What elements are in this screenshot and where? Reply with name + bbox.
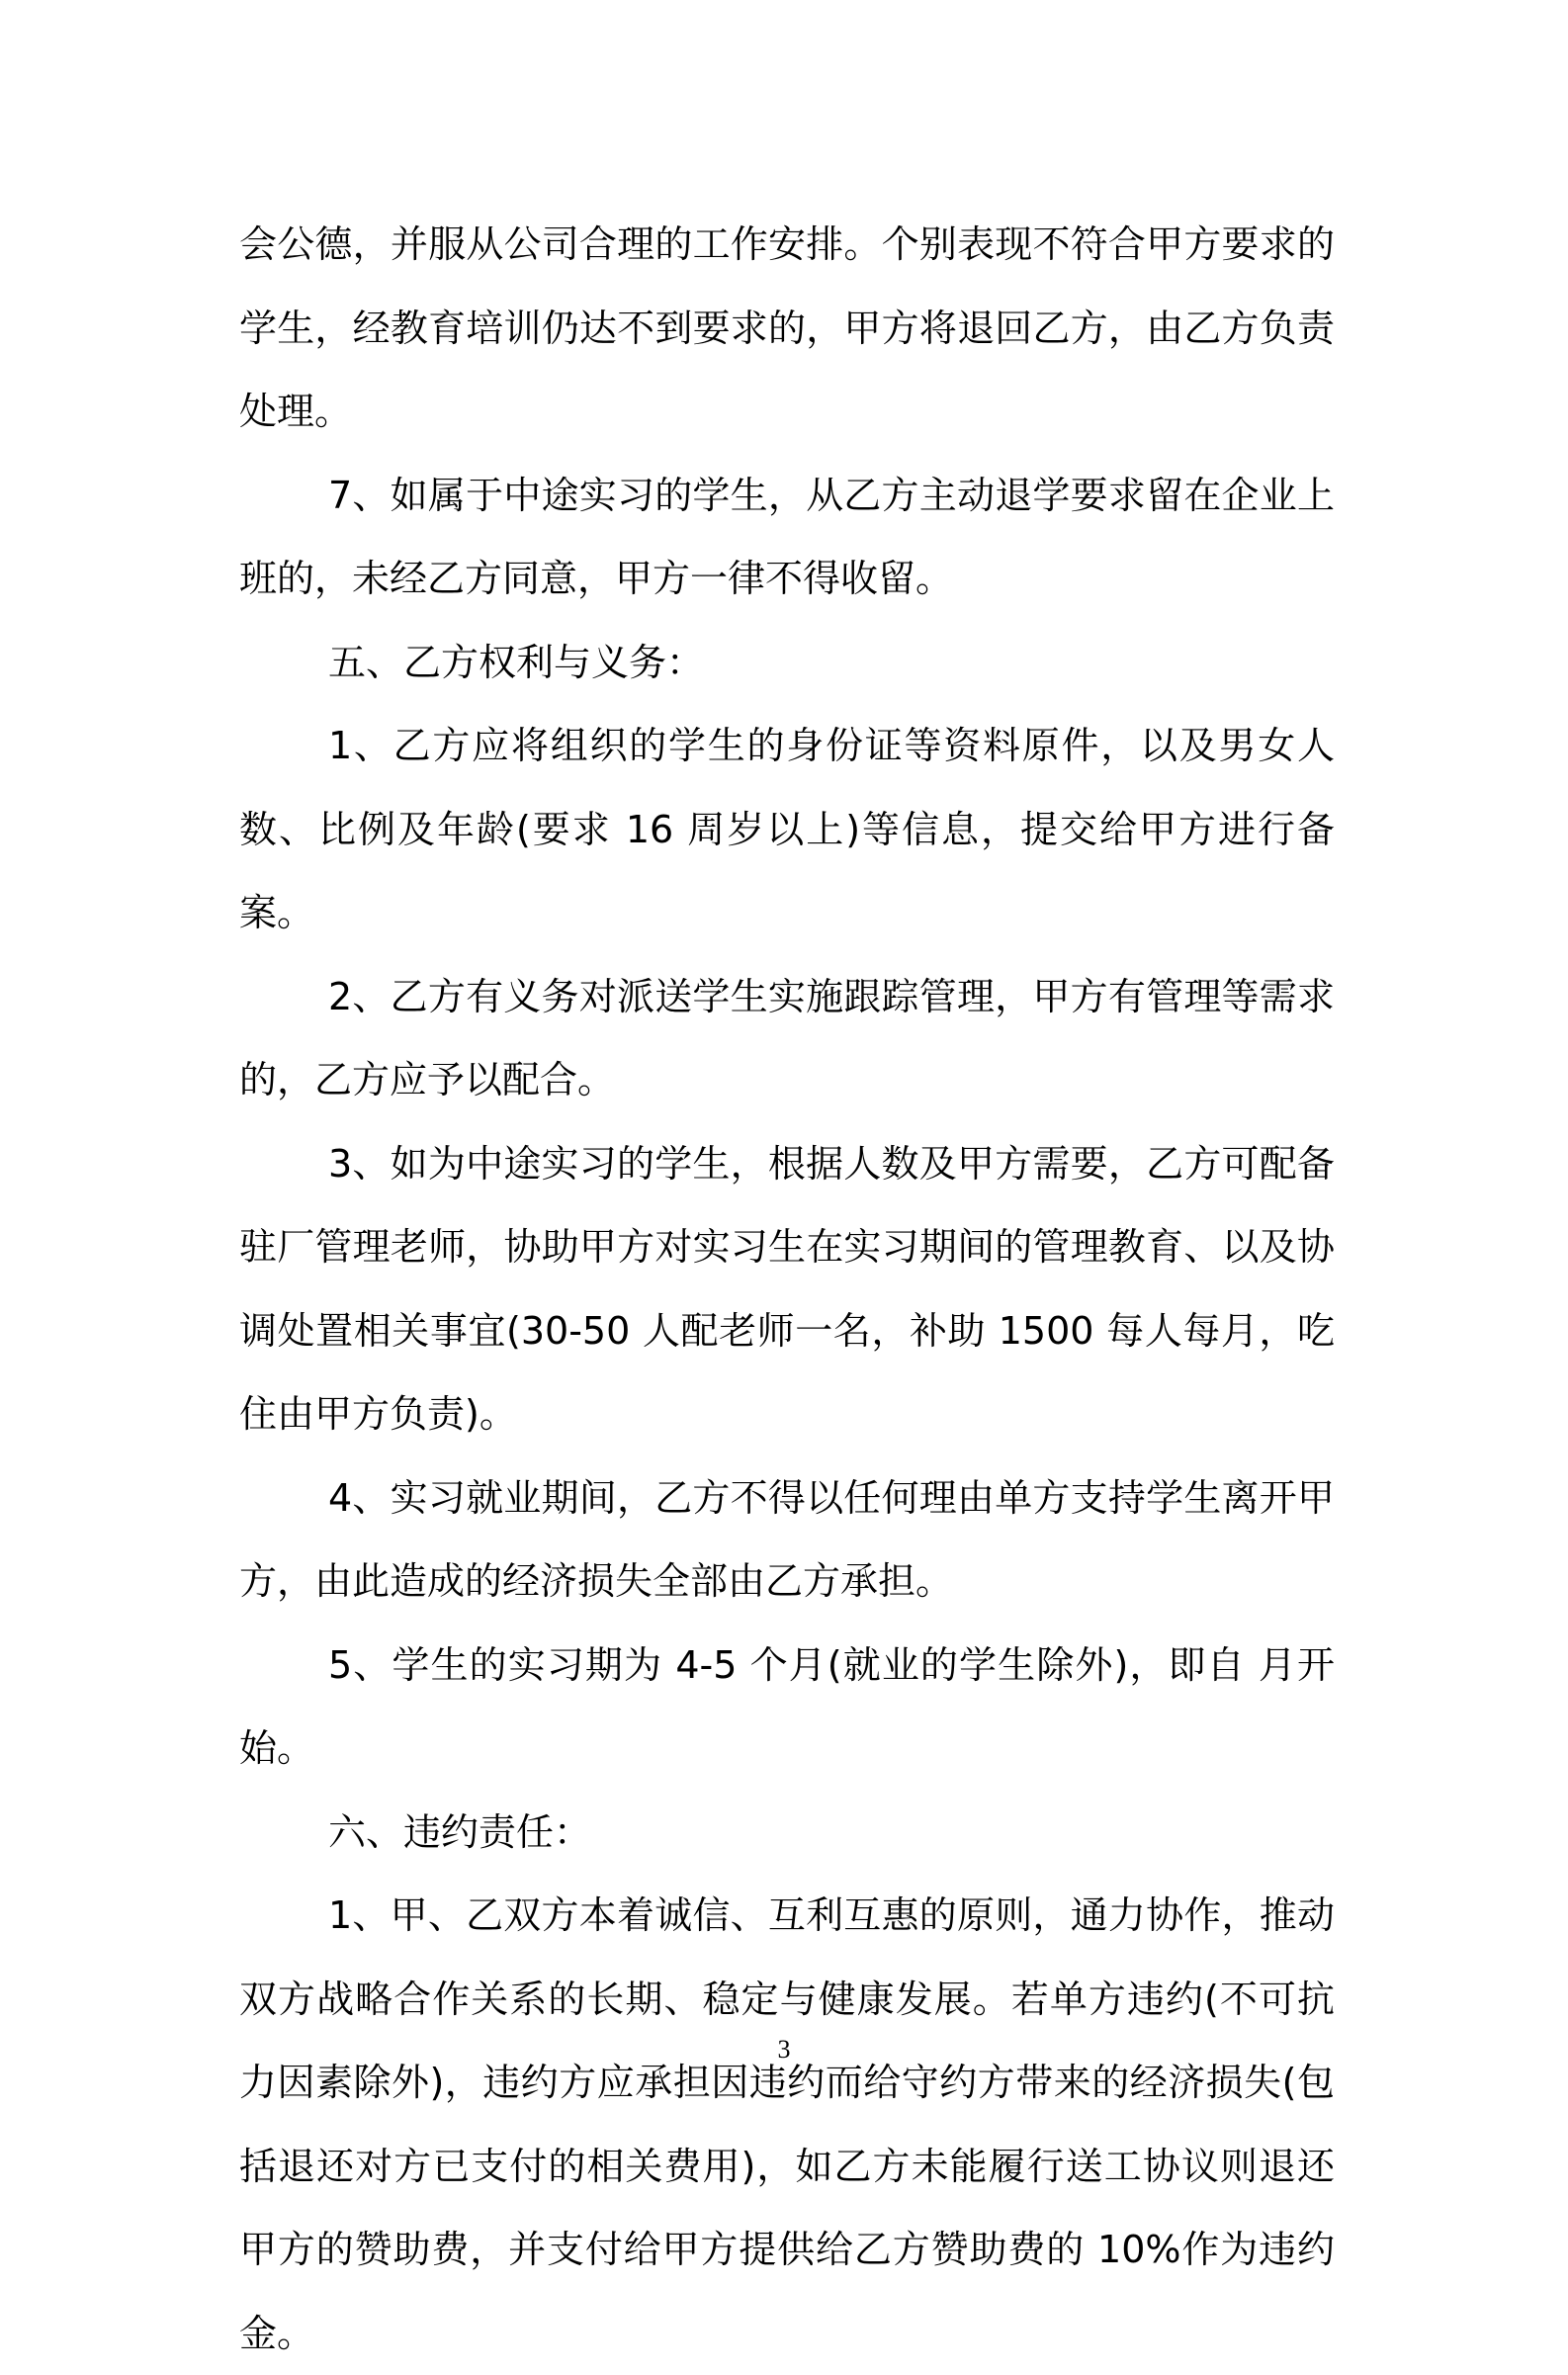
paragraph-b-item-4: 4、实习就业期间，乙方不得以任何理由单方支持学生离开甲方，由此造成的经济损失全部由乙方承担。 xyxy=(239,1475,1335,1603)
paragraph-b-item-1: 1、乙方应将组织的学生的身份证等资料原件，以及男女人数、比例及年龄(要求 16 周岁以上)等信息，提交给甲方进行备案。 xyxy=(239,724,1335,934)
paragraph-continuation: 会公德，并服从公司合理的工作安排。个别表现不符合甲方要求的学生，经教育培训仍达不到要求的，甲方将退回乙方，由乙方负责处理。 xyxy=(239,222,1335,433)
section-heading-party-b-rights: 五、乙方权利与义务： xyxy=(328,640,705,684)
paragraph-b-item-2: 2、乙方有义务对派送学生实施跟踪管理，甲方有管理等需求的，乙方应予以配合。 xyxy=(239,974,1335,1101)
section-heading-liability: 六、违约责任： xyxy=(328,1809,592,1854)
paragraph-liability-item-1: 1、甲、乙双方本着诚信、互利互惠的原则，通力协作，推动双方战略合作关系的长期、稳定与健康发展。若单方违约(不可抗力因素除外)，违约方应承担因违约而给守约方带来的经济损失(包括退还对方已支付的相关费用)，如乙方未能履行送工协议则退还甲方的赞助费，并支付给甲方提供给乙方赞助费的 10%作为违约金。 xyxy=(239,1893,1335,2355)
paragraph-b-item-3: 3、如为中途实习的学生，根据人数及甲方需要，乙方可配备驻厂管理老师，协助甲方对实习生在实习期间的管理教育、以及协调处置相关事宜(30-50 人配老师一名，补助 1500 每人每月，吃住由甲方负责)。 xyxy=(239,1141,1335,1436)
paragraph-b-item-5: 5、学生的实习期为 4-5 个月(就业的学生除外)，即自 月开始。 xyxy=(239,1642,1335,1770)
page-number: 3 xyxy=(777,2035,791,2064)
paragraph-item-7: 7、如属于中途实习的学生，从乙方主动退学要求留在企业上班的，未经乙方同意，甲方一律不得收留。 xyxy=(239,473,1335,600)
